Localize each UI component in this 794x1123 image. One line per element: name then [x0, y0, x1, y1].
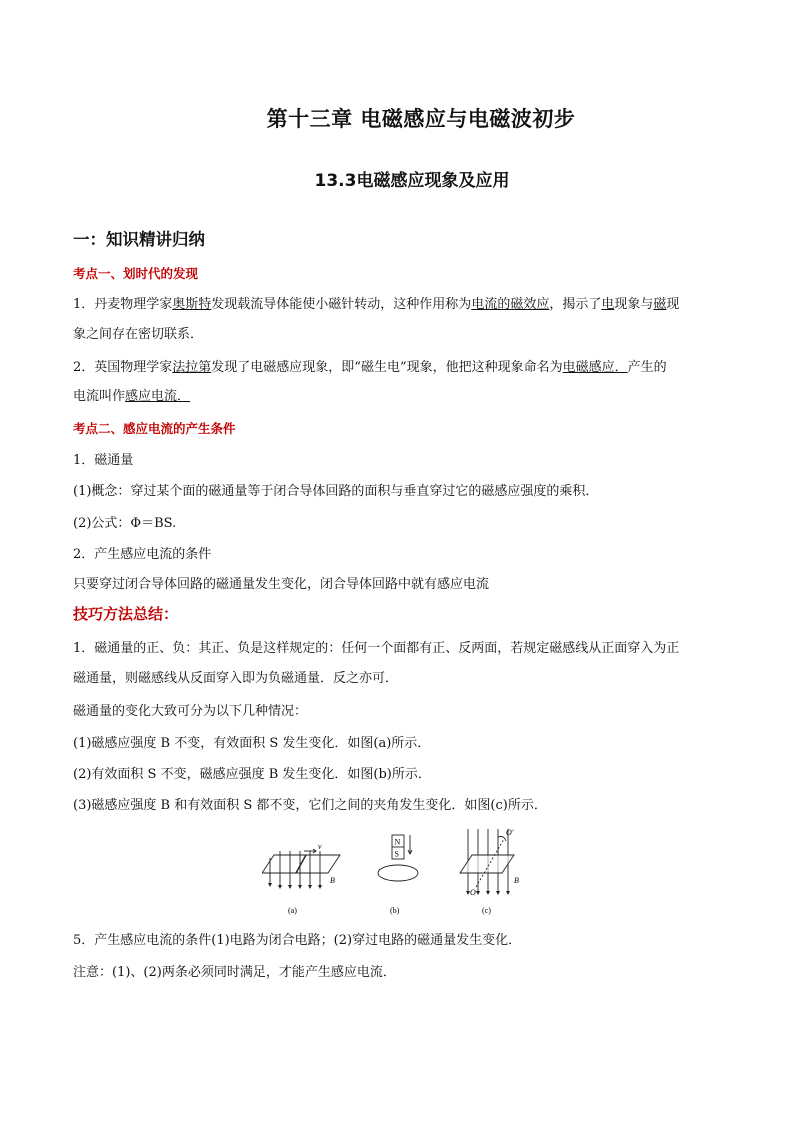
- paragraph-2-line-2: [73, 385, 190, 404]
- p2-text-c: 发现了电磁感应现象，即“磁生电”现象，他把这种现象命名为: [211, 360, 563, 375]
- p1-text-i: 现: [666, 297, 680, 312]
- line-condition-title: 2．产生感应电流的条件: [73, 547, 212, 562]
- figure-b-N: N: [394, 837, 401, 847]
- figure-a-B: B: [330, 876, 335, 885]
- p2-faraday: 法拉第: [172, 360, 212, 375]
- paragraph-2-line-1: [73, 356, 667, 375]
- kaodian-1-heading: 考点一、划时代的发现: [73, 266, 199, 281]
- figure-a: [262, 849, 340, 887]
- heading-knowledge: 一：知识精讲归纳: [73, 230, 205, 249]
- figure-c-caption: (c): [482, 906, 491, 915]
- p1-text-c: 发现载流导体能使小磁针转动，这种作用称为: [211, 297, 472, 312]
- p1-oersted: 奥斯特: [172, 297, 212, 312]
- figure-b-S: S: [394, 849, 399, 859]
- p1-text-g: 现象与: [614, 297, 654, 312]
- figure-c: [460, 829, 514, 893]
- paragraph-1-line-2: 象之间存在密切联系．: [73, 327, 204, 342]
- note-line: 注意：(1)、(2)两条必须同时满足，才能产生感应电流．: [73, 965, 396, 980]
- p1-electric: 电: [601, 297, 615, 312]
- p1-magnetic-effect: 电流的磁效应: [471, 297, 550, 312]
- paragraph-1-line-1: [73, 293, 679, 312]
- section-title: 13.3电磁感应现象及应用: [314, 171, 510, 191]
- p1-magnetic: 磁: [653, 297, 667, 312]
- tips-line-2: 磁通量，则磁感线从反面穿入即为负磁通量．反之亦可．: [73, 671, 399, 686]
- p2-induced-current: 感应电流．: [125, 389, 191, 404]
- figure-c-O-prime: O′: [506, 828, 514, 837]
- condition-summary: 5．产生感应电流的条件(1)电路为闭合电路；(2)穿过电路的磁通量发生变化．: [73, 933, 522, 948]
- flux-change-figure: [262, 825, 532, 917]
- p2-text-f: 电流叫作: [73, 389, 126, 404]
- figure-a-v: v: [318, 842, 322, 851]
- tips-line-3: 磁通量的变化大致可分为以下几种情况：: [73, 704, 308, 719]
- chapter-title: 第十三章 电磁感应与电磁波初步: [266, 107, 576, 131]
- line-condition-text: 只要穿过闭合导体回路的磁通量发生变化，闭合导体回路中就有感应电流: [73, 577, 490, 592]
- p1-text-a: 1．丹麦物理学家: [73, 297, 173, 312]
- figure-c-B: B: [514, 876, 519, 885]
- tips-heading: 技巧方法总结：: [73, 605, 179, 623]
- figure-a-rod: [296, 855, 306, 873]
- tips-line-6: (3)磁感应强度 B 和有效面积 S 都不变，它们之间的夹角发生变化．如图(c)所示．: [73, 798, 547, 813]
- p2-text-a: 2．英国物理学家: [73, 360, 173, 375]
- figure-b-caption: (b): [390, 906, 400, 915]
- p2-em-induction: 电磁感应．: [562, 360, 628, 375]
- figure-c-rotation: [498, 837, 506, 842]
- kaodian-2-heading: 考点二、感应电流的产生条件: [73, 421, 236, 436]
- line-flux-formula: (2)公式：Φ＝BS.: [73, 516, 177, 531]
- tips-line-1: 1．磁通量的正、负：其正、负是这样规定的：任何一个面都有正、反两面，若规定磁感线从正面穿入为正: [73, 641, 680, 656]
- p1-text-e: ，揭示了: [549, 297, 602, 312]
- line-flux-concept: (1)概念：穿过某个面的磁通量等于闭合导体回路的面积与垂直穿过它的磁感应强度的乘积．: [73, 484, 599, 499]
- p2-text-e: 产生的: [627, 360, 667, 375]
- tips-line-4: (1)磁感应强度 B 不变，有效面积 S 发生变化．如图(a)所示．: [73, 736, 431, 751]
- tips-line-5: (2)有效面积 S 不变，磁感应强度 B 发生变化．如图(b)所示．: [73, 767, 431, 782]
- line-flux: 1．磁通量: [73, 453, 134, 468]
- figure-a-caption: (a): [288, 906, 297, 915]
- figure-b-coil: [378, 865, 418, 881]
- figure-c-O: O: [470, 888, 476, 897]
